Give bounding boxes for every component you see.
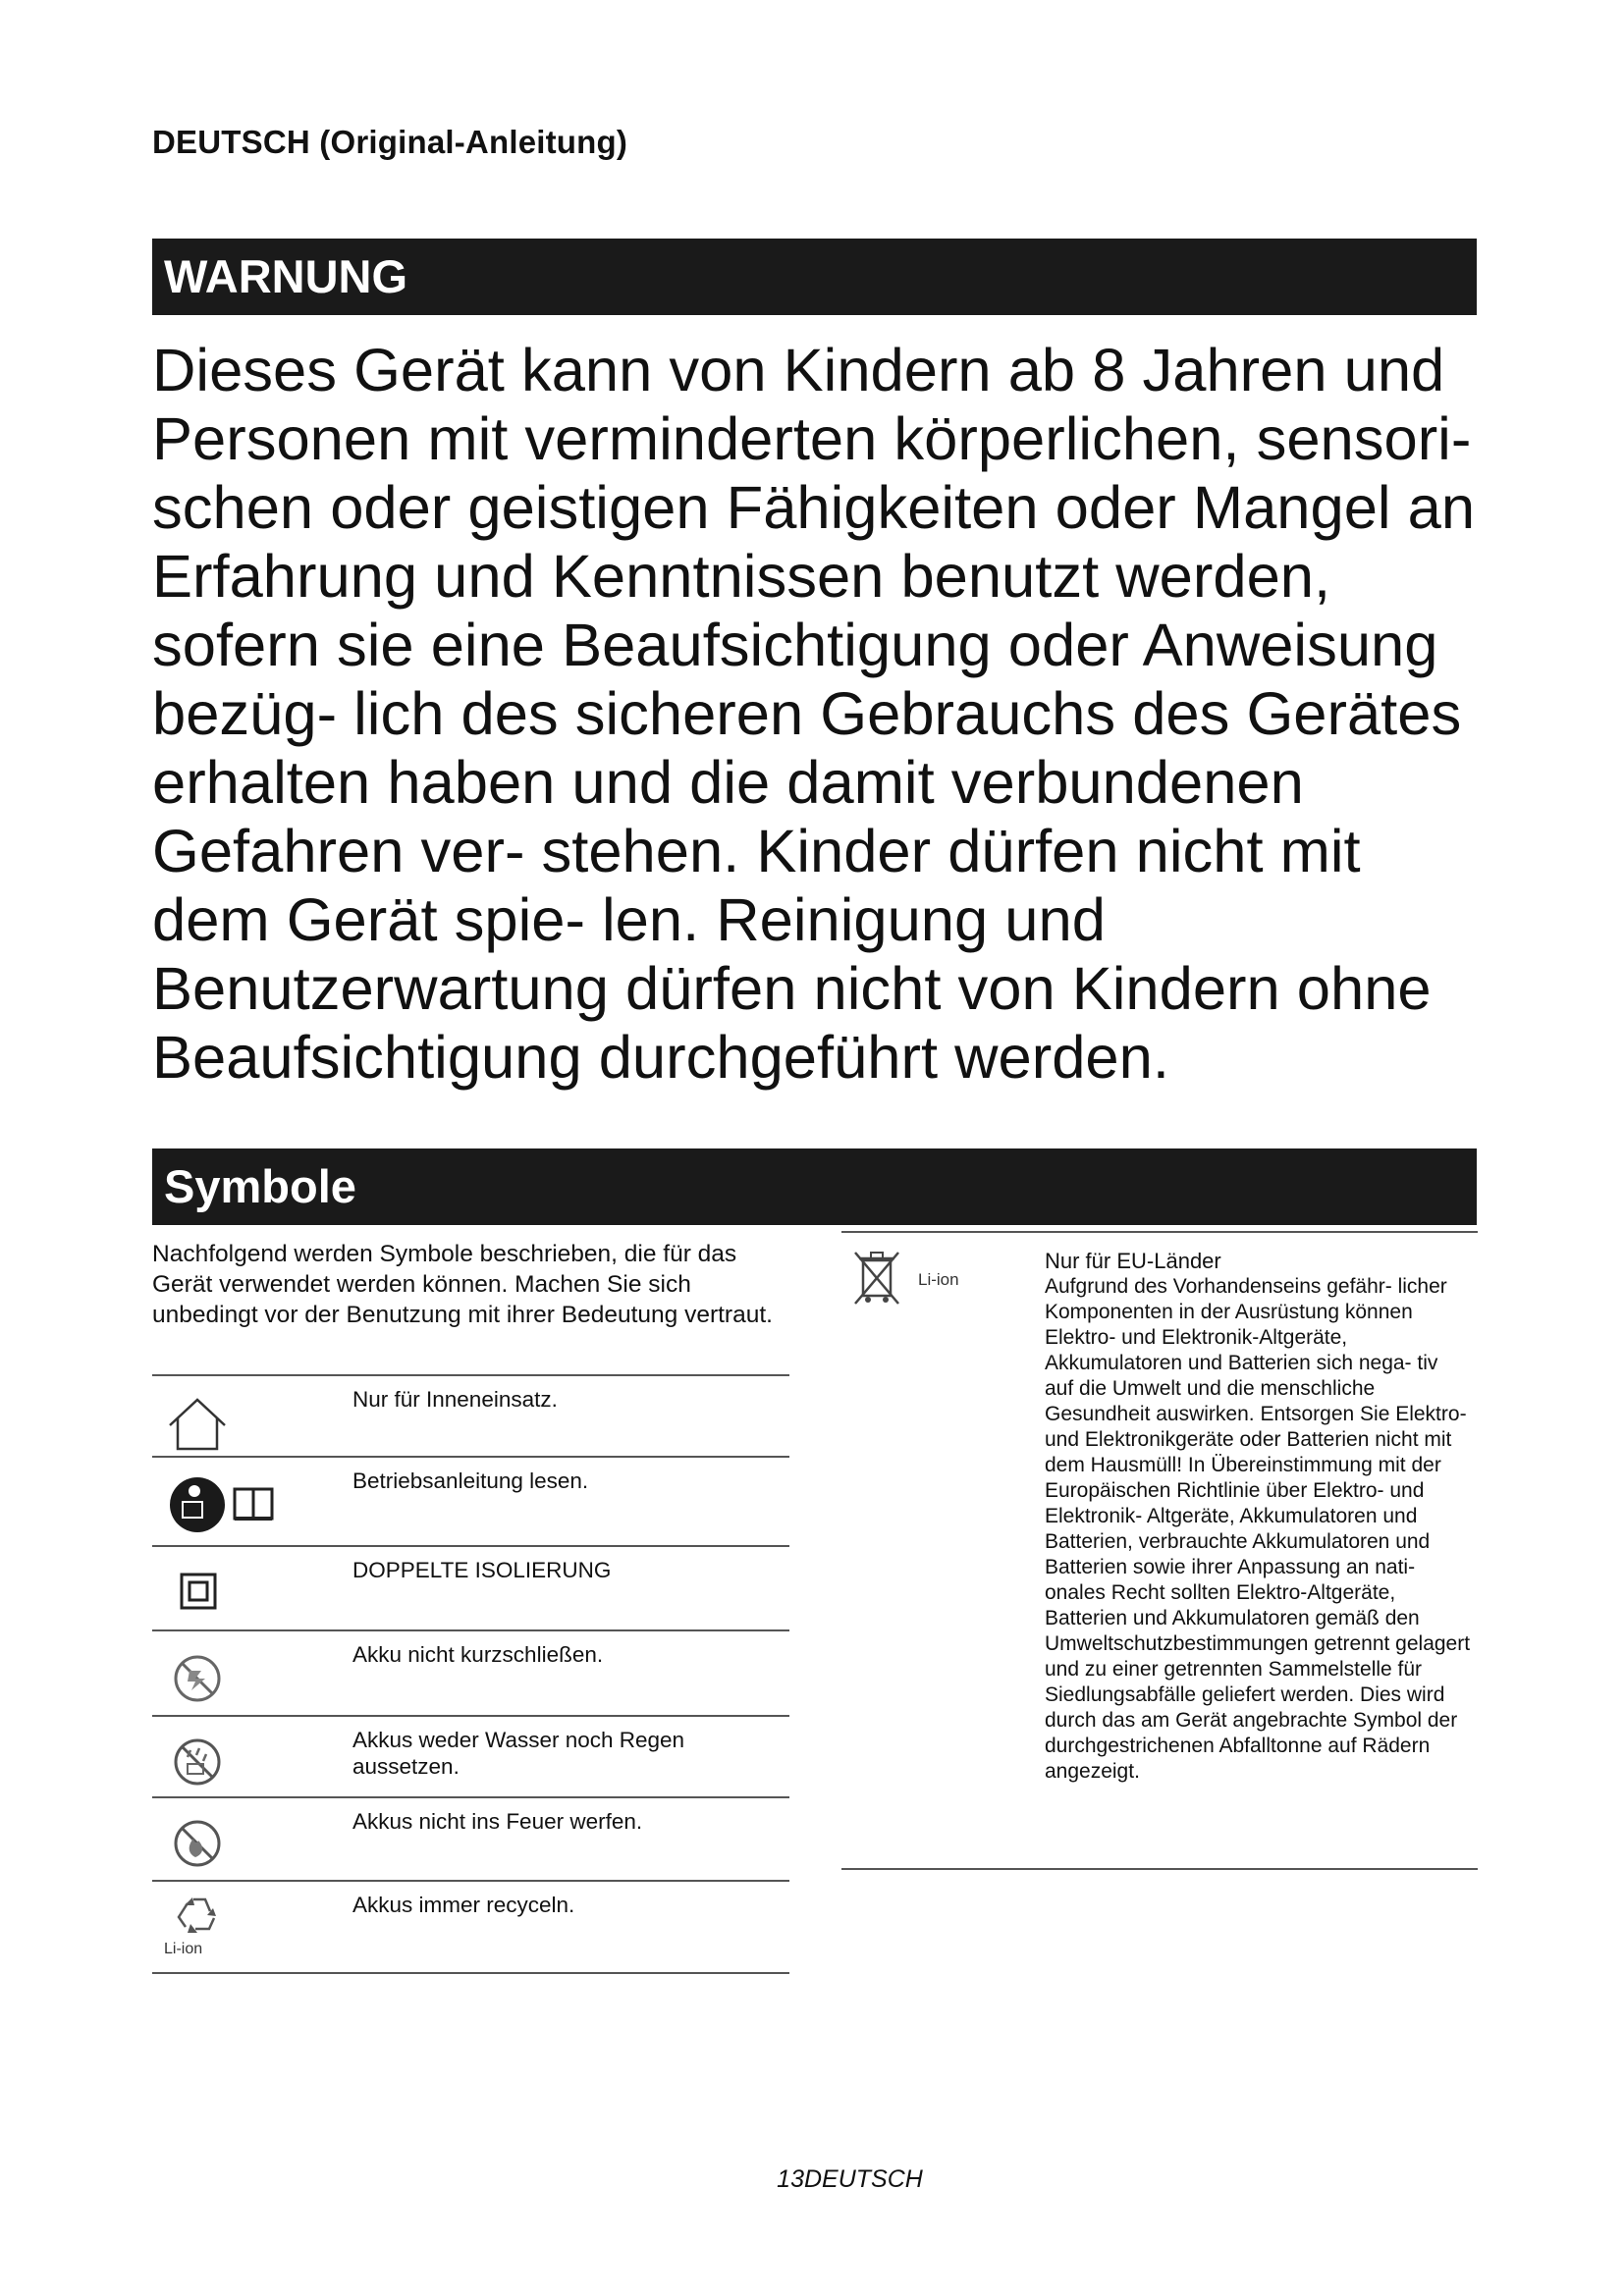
no-water-rain-icon [158,1727,325,1789]
symbol-row-short-circuit [152,1631,789,1717]
recycle-icon-label: Li-ion [164,1941,203,1957]
symbol-row-insulation [152,1547,789,1631]
symbol-description: Betriebsanleitung lesen. [352,1468,589,1493]
symbol-row-recycle [152,1882,789,1974]
symbol-row-fire [152,1798,789,1882]
symbol-description: Akkus nicht ins Feuer werfen. [352,1809,643,1834]
symbol-row-manual [152,1458,789,1547]
symbol-row-indoor [152,1376,789,1458]
page-footer: 13DEUTSCH [777,2165,923,2193]
recycle-icon [158,1892,325,1957]
symbol-description: DOPPELTE ISOLIERUNG [352,1558,612,1582]
eu-title: Nur für EU-Länder [1045,1249,1221,1273]
eu-disposal-text: Aufgrund des Vorhandenseins gefähr- licher Komponenten in der Ausrüstung können Elektro- und Elektronik-Altgeräte, Akkumulatoren und Batterien sich nega- tiv auf die Umwelt und die menschliche Gesundheit auswirken. Entsorgen Sie Elektro- und Elektronikgeräte oder Batterien nicht mit dem Hausmüll! In Übereinstimmung mit der Europäischen Richtlinie über Elektro- und Elektronik- Altgeräte, Akkumulatoren und Batterien, verbrauchte Akkumulatoren und Batterien sowie ihrer Anpassung an nati- onales Recht sollten Elektro-Altgeräte, Batterien und Akkumulatoren gemäß den Umweltschutzbestimmungen getrennt gelagert und zu einer getrennten Sammelstelle für Siedlungsabfälle geliefert werden. Dies wird durch das am Gerät angebrachte Symbol der durchgestrichenen Abfalltonne auf Rädern angezeigt. [1045,1275,1471,1783]
document-header: DEUTSCH (Original-Anleitung) [152,124,628,160]
warning-text: Dieses Gerät kann von Kindern ab 8 Jahren und Personen mit verminderten körperlichen, sensori- schen oder geistigen Fähigkeiten oder Mangel an Erfahrung und Kenntnissen benutzt werden, sofern sie eine Beaufsichtigung oder Anweisung bezüg- lich des sicheren Gebrauchs des Gerätes erhalten haben und die damit verbundenen Gefahren ver- stehen. Kinder dürfen nicht mit dem Gerät spie- len. Reinigung und Benutzerwartung dürfen nicht von Kindern ohne Beaufsichtigung durchgeführt werden. [152,337,1476,1092]
no-fire-icon [158,1808,325,1871]
warning-heading: WARNUNG [152,239,1477,315]
read-manual-icon [158,1468,325,1530]
eu-disposal-table [841,1231,1478,1870]
double-insulation-icon [158,1557,325,1620]
symbol-description: Akkus immer recyceln. [352,1893,575,1917]
no-short-circuit-icon [158,1641,325,1704]
symbol-description: Akku nicht kurzschließen. [352,1642,604,1667]
symbol-description: Akkus weder Wasser noch Regen aussetzen. [352,1728,685,1779]
house-icon [158,1386,325,1449]
symbol-description: Nur für Inneneinsatz. [352,1387,558,1412]
symbols-heading: Symbole [152,1148,1477,1225]
symbols-intro: Nachfolgend werden Symbole beschrieben, die für das Gerät verwendet werden können. Machen Sie sich unbedingt vor der Benutzung mit ihrer Bedeutung vertraut. [152,1241,773,1328]
symbol-row-water [152,1717,789,1798]
symbols-table [152,1374,789,1974]
crossed-bin-icon [847,1247,906,1309]
battery-type-label: Li-ion [918,1270,959,1289]
